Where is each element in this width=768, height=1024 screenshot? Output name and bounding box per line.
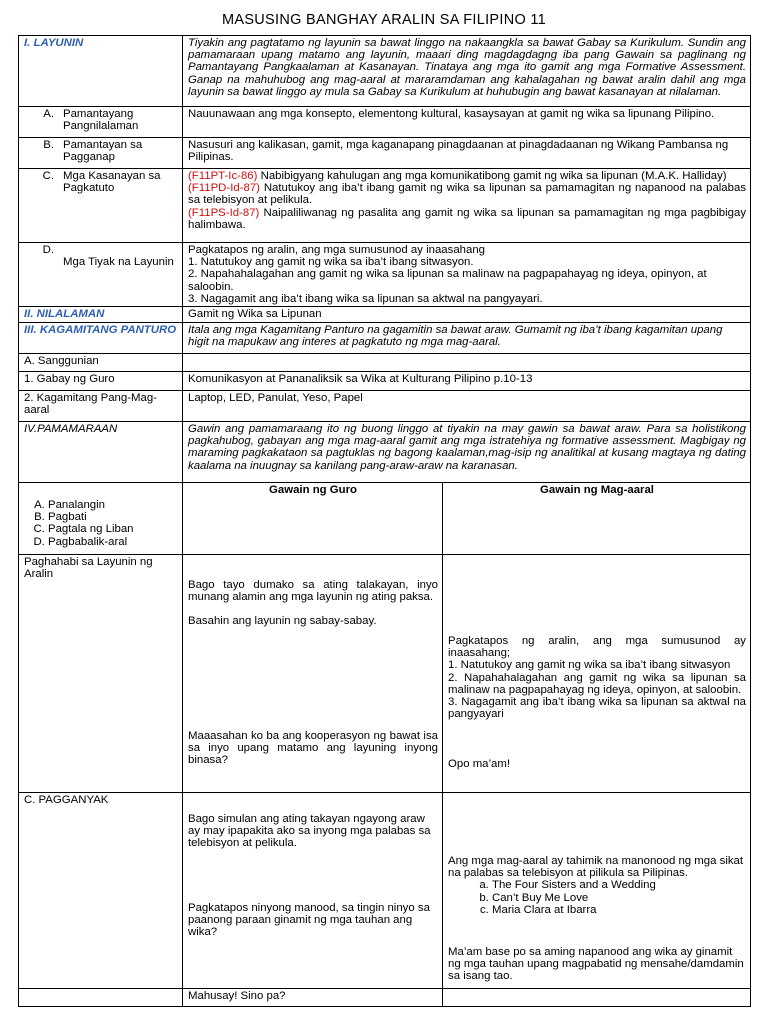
- label-sanggunian: A. Sanggunian: [19, 354, 183, 372]
- text-tiyak: [183, 243, 751, 307]
- competency-2: [188, 182, 746, 206]
- list-item: A. Panalangin: [48, 499, 178, 511]
- label-text: Pamantayang Pangnilalaman: [63, 108, 139, 133]
- guro-line-3: Maaasahan ko ba ang kooperasyon ng bawat isa sa inyo upang matamo ang layuning inyong binasa?: [188, 729, 438, 767]
- label-last: [19, 989, 183, 1007]
- preliminary-list-cell: [19, 483, 183, 555]
- list-item: c. Maria Clara at Ibarra: [492, 904, 746, 916]
- tiyak-intro: Pagkatapos ng aralin, ang mga sumusunod ay inaasahang: [188, 244, 485, 256]
- column-header-guro: Gawain ng Guro: [183, 483, 443, 555]
- competency-code: (F11PT-Ic-86): [188, 170, 258, 182]
- row-kagamitang-pang: [19, 391, 751, 422]
- student-line-5: Opo ma’am!: [448, 758, 511, 771]
- list-item: D. Pagbabalik-aral: [48, 536, 178, 548]
- last-mag-aaral: [443, 989, 751, 1007]
- text-layunin: Tiyakin ang pagtatamo ng layunin sa bawat linggo na nakaangkla sa bawat Gabay sa Kurikulum. Sundin ang pamamaraan upang matamo ang layunin, maaari ding magdagdagng iba pang Gawain sa paglinang ng Pamantayang Pangkaalaman at Kasanayan. Tinataya ang mga ito gamit ang mga Formative Assessment. Ganap na mahuhubog ang mag-aaral at mararamdaman ang kahalagahan ng bawat aralin dahil ang mga layunin sa bawat linggo ay mula sa Gabay sa Kurikulum at huhubugin ang bawat kasanayan at nilalaman.: [183, 36, 751, 107]
- label-nilalaman: II. NILALAMAN: [19, 307, 183, 323]
- guro-line-1: Bago simulan ang ating takayan ngayong araw ay may ipapakita ako sa inyong mga palabas sa telebisyon at pelikula.: [188, 813, 431, 850]
- row-sanggunian: [19, 354, 751, 372]
- competency-code: (F11PS-Id-87): [188, 206, 260, 219]
- competency-3: [188, 207, 746, 231]
- text-pagganap: Nasusuri ang kalikasan, gamit, mga kaganapang pinagdaanan at pinagdadaanan ng Wikang Pambansa ng Pilipinas.: [183, 138, 751, 169]
- competency-text: Naipaliliwanag ng pasalita ang gamit ng wika sa lipunan sa pamamagitan ng mga pagbibigay halimbawa.: [188, 206, 747, 231]
- key: D.: [42, 244, 54, 256]
- tiyak-line-2: 2. Napahahalagahan ang gamit ng wika sa lipunan sa malinaw na pagpapahayag ng ideya, opinyon, at saloobin.: [188, 268, 707, 293]
- guro-line-2: Pagkatapos ninyong manood, sa tingin ninyo sa paanong paraan ginamit ng mga tauhan ang wika?: [188, 901, 430, 939]
- label-kagamitang-pang: 2. Kagamitang Pang-Mag-aaral: [19, 391, 183, 422]
- text-nilalaman: Gamit ng Wika sa Lipunan: [183, 307, 751, 323]
- text-kasanayan: [183, 169, 751, 243]
- row-pagganap: [19, 138, 751, 169]
- student-line-3: 2. Napahahalagahan ang gamit ng wika sa lipunan sa malinaw na pagpapahayag ng ideya, opinyon, at saloobin.: [448, 671, 747, 696]
- row-paghahabi: [19, 555, 751, 793]
- competency-code: (F11PD-Id-87): [188, 182, 260, 195]
- row-gabay: [19, 372, 751, 391]
- tiyak-line-3: 3. Nagagamit ang iba’t ibang wika sa lipunan sa aktwal na pangyayari.: [188, 292, 543, 305]
- text-pangnilalaman: Nauunawaan ang mga konsepto, elementong kultural, kasaysayan at gamit ng wika sa lipunang Pilipino.: [183, 107, 751, 138]
- row-pangnilalaman: [19, 107, 751, 138]
- label-paghahabi: Paghahabi sa Layunin ng Aralin: [19, 555, 183, 793]
- list-item: b. Can’t Buy Me Love: [492, 892, 746, 904]
- paghahabi-guro: [183, 555, 443, 793]
- label-pangnilalaman: [19, 107, 183, 138]
- label-layunin: I. LAYUNIN: [19, 36, 183, 107]
- pagganyak-guro: [183, 793, 443, 989]
- row-pagganyak: [19, 793, 751, 989]
- label-gabay: 1. Gabay ng Guro: [19, 372, 183, 391]
- row-tiyak: [19, 243, 751, 307]
- text-sanggunian: [183, 354, 751, 372]
- text-kagamitan: Itala ang mga Kagamitang Panturo na gagamitin sa bawat araw. Gumamit ng iba’t ibang kagamitan upang higit na mapukaw ang interes at pagkatuto ng mga mag-aaral.: [183, 323, 751, 354]
- movie-list: [448, 879, 746, 916]
- label-kasanayan: [19, 169, 183, 243]
- pagganyak-mag-aaral: [443, 793, 751, 989]
- label-pagganyak: C. PAGGANYAK: [19, 793, 183, 989]
- tiyak-line-1: 1. Natutukoy ang gamit ng wika sa iba’t ibang sitwasyon.: [188, 256, 474, 269]
- competency-text: Natutukoy ang iba’t ibang gamit ng wika sa lipunan sa pamamagitan ng napanood na palabas sa telebisyon at pelikula.: [188, 182, 747, 207]
- lesson-plan-table: [18, 35, 751, 1007]
- student-line-4: 3. Nagagamit ang iba’t ibang wika sa lipunan sa aktwal na pangyayari: [448, 696, 747, 721]
- preliminary-list: [24, 499, 178, 548]
- column-header-mag-aaral: Gawain ng Mag-aaral: [443, 483, 751, 555]
- row-nilalaman: [19, 307, 751, 323]
- competency-1: [188, 170, 746, 182]
- list-item: a. The Four Sisters and a Wedding: [492, 879, 746, 891]
- label-text: Mga Kasanayan sa Pagkatuto: [63, 170, 161, 195]
- student-answer: Ma’am base po sa aming napanood ang wika ay ginamit ng mga tauhan upang magpabatid ng mensahe/damdamin sa isang tao.: [448, 946, 744, 983]
- document-title: MASUSING BANGHAY ARALIN SA FILIPINO 11: [221, 12, 547, 28]
- label-text: Pamantayan sa Pagganap: [63, 139, 143, 164]
- list-item: B. Pagbati: [48, 511, 178, 523]
- student-line-1: Pagkatapos ng aralin, ang mga sumusunod ay inaasahang;: [448, 635, 747, 660]
- row-pamamaraan: [19, 422, 751, 483]
- row-layunin: [19, 36, 751, 107]
- text-gabay: Komunikasyon at Pananaliksik sa Wika at Kulturang Pilipino p.10-13: [183, 372, 751, 391]
- label-text: Mga Tiyak na Layunin: [63, 256, 174, 269]
- key: A.: [43, 108, 54, 120]
- last-guro: Mahusay! Sino pa?: [183, 989, 443, 1007]
- key: B.: [43, 139, 54, 151]
- student-intro: Ang mga mag-aaral ay tahimik na manonood ng mga sikat na palabas sa telebisyon at pilikula sa Pilipinas.: [448, 855, 744, 880]
- student-line-2: 1. Natutukoy ang gamit ng wika sa iba’t ibang sitwasyon: [448, 659, 731, 672]
- text-pamamaraan: Gawin ang pamamaraang ito ng buong linggo at tiyakin na may gawin sa bawat araw. Para sa holistikong pagkahubog, gabayan ang mga mag-aaral gamit ang mga istratehiya ng formative assessment. Magbigay ng maraming pagkakataon sa pagtuklas ng bagong kaalaman,mag-isip ng analitikal at kusang magtaya ng dating kaalama na inuugnay sa kanilang pang-araw-araw na karanasan.: [183, 422, 751, 483]
- label-pagganap: [19, 138, 183, 169]
- competency-text: Nabibigyang kahulugan ang mga komunikatibong gamit ng wika sa lipunan (M.A.K. Halliday): [257, 170, 727, 182]
- row-kasanayan: [19, 169, 751, 243]
- row-column-headers: [19, 483, 751, 555]
- label-kagamitan: III. KAGAMITANG PANTURO: [19, 323, 183, 354]
- text-kagamitang-pang: Laptop, LED, Panulat, Yeso, Papel: [183, 391, 751, 422]
- label-pamamaraan: IV.PAMAMARAAN: [19, 422, 183, 483]
- row-kagamitan: [19, 323, 751, 354]
- list-item: C. Pagtala ng Liban: [48, 523, 178, 535]
- paghahabi-mag-aaral: [443, 555, 751, 793]
- key: C.: [42, 170, 54, 182]
- guro-line-1: Bago tayo dumako sa ating talakayan, inyo munang alamin ang mga layunin ng ating paksa.: [188, 579, 438, 604]
- label-tiyak: [19, 243, 183, 307]
- row-last: [19, 989, 751, 1007]
- guro-line-2: Basahin ang layunin ng sabay-sabay.: [188, 615, 377, 628]
